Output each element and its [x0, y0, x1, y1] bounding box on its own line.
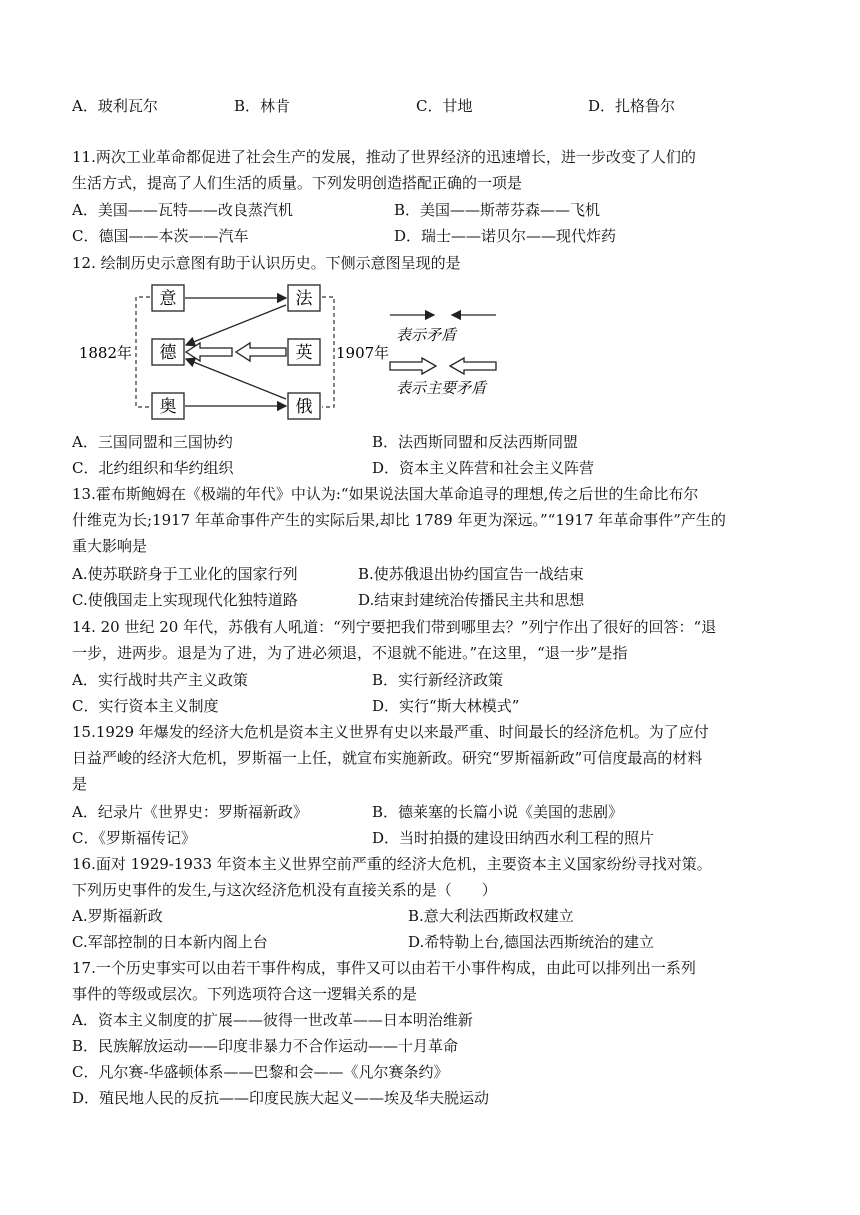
- arrow-russia-germany: [186, 359, 286, 399]
- box-label-britain: 英: [295, 343, 313, 363]
- q17-option-c: C．凡尔赛-华盛顿体系——巴黎和会——《凡尔赛条约》: [72, 1063, 449, 1081]
- box-label-germany: 德: [159, 343, 177, 363]
- alliance-diagram: [72, 283, 512, 423]
- q12-option-d: D．资本主义阵营和社会主义阵营: [372, 459, 595, 477]
- q10-option-d: D．扎格鲁尔: [588, 97, 676, 115]
- q15-option-b: B．德莱塞的长篇小说《美国的悲剧》: [372, 803, 624, 821]
- q14-option-b: B．实行新经济政策: [372, 671, 504, 689]
- q17-option-b: B．民族解放运动——印度非暴力不合作运动——十月革命: [72, 1037, 459, 1055]
- q13-stem-line-3: 重大影响是: [72, 537, 148, 555]
- hollow-arrow-to-germany: [186, 343, 232, 361]
- q15-option-c: C．《罗斯福传记》: [72, 829, 196, 847]
- right-bracket: [322, 297, 334, 407]
- q17-option-a: A．资本主义制度的扩展——彼得一世改革——日本明治维新: [72, 1011, 473, 1029]
- q12-stem: 12. 绘制历史示意图有助于认识历史。下侧示意图呈现的是: [72, 254, 461, 272]
- legend-main-label: 表示主要矛盾: [396, 379, 487, 397]
- q11-stem-line-2: 生活方式，提高了人们生活的质量。下列发明创造搭配正确的一项是: [72, 174, 523, 192]
- q16-stem-line-2: 下列历史事件的发生,与这次经济危机没有直接关系的是（ ）: [72, 881, 497, 899]
- q16-option-a: A.罗斯福新政: [72, 907, 163, 925]
- box-label-russia: 俄: [295, 397, 313, 417]
- q15-option-d: D．当时拍摄的建设田纳西水利工程的照片: [372, 829, 655, 847]
- hollow-arrow-to-britain: [236, 343, 286, 361]
- q14-stem-line-1: 14. 20 世纪 20 年代，苏俄有人吼道：“列宁要把我们带到哪里去？”列宁作出了很好的回答：“退: [72, 618, 717, 636]
- arrow-france-germany: [186, 305, 286, 345]
- left-bracket: [136, 297, 150, 407]
- q11-option-b: B．美国——斯蒂芬森——飞机: [394, 201, 601, 219]
- q12-option-a: A．三国同盟和三国协约: [72, 433, 233, 451]
- q12-option-b: B．法西斯同盟和反法西斯同盟: [372, 433, 579, 451]
- q16-stem-line-1: 16.面对 1929-1933 年资本主义世界空前严重的经济大危机，主要资本主义国家纷纷寻找对策。: [72, 855, 712, 873]
- q14-option-a: A．实行战时共产主义政策: [72, 671, 248, 689]
- q15-option-a: A．纪录片《世界史：罗斯福新政》: [72, 803, 308, 821]
- q13-stem-line-1: 13.霍布斯鲍姆在《极端的年代》中认为:“如果说法国大革命追寻的理想,传之后世的生命比布尔: [72, 485, 699, 503]
- q11-option-d: D．瑞士——诺贝尔——现代炸药: [394, 227, 617, 245]
- q15-stem-line-1: 15.1929 年爆发的经济大危机是资本主义世界有史以来最严重、时间最长的经济危机。为了应付: [72, 723, 709, 741]
- q10-option-c: C．甘地: [416, 97, 473, 115]
- q16-option-c: C.军部控制的日本新内阁上台: [72, 933, 268, 951]
- q13-option-c: C.使俄国走上实现现代化独特道路: [72, 591, 298, 609]
- q16-option-b: B.意大利法西斯政权建立: [408, 907, 574, 925]
- q10-option-a: A．玻利瓦尔: [72, 97, 158, 115]
- box-label-italy: 意: [159, 289, 177, 309]
- legend-hollow-arrow-right: [390, 358, 436, 374]
- q11-option-a: A．美国——瓦特——改良蒸汽机: [72, 201, 293, 219]
- q13-option-a: A.使苏联跻身于工业化的国家行列: [72, 565, 298, 583]
- q17-stem-line-2: 事件的等级或层次。下列选项符合这一逻辑关系的是: [72, 985, 418, 1003]
- box-label-france: 法: [295, 289, 313, 309]
- q13-option-d: D.结束封建统治传播民主共和思想: [358, 591, 585, 609]
- q16-option-d: D.希特勒上台,德国法西斯统治的建立: [408, 933, 655, 951]
- box-label-austria: 奥: [159, 397, 177, 417]
- q14-stem-line-2: 一步，进两步。退是为了进，为了进必须退，不退就不能进。”在这里，“退一步”是指: [72, 644, 628, 662]
- legend-contradiction-label: 表示矛盾: [396, 326, 457, 344]
- year-left: 1882年: [78, 344, 132, 362]
- q17-stem-line-1: 17.一个历史事实可以由若干事件构成，事件又可以由若干小事件构成，由此可以排列出一系列: [72, 959, 696, 977]
- q11-stem-line-1: 11.两次工业革命都促进了社会生产的发展，推动了世界经济的迅速增长，进一步改变了人们的: [72, 148, 696, 166]
- q14-option-c: C．实行资本主义制度: [72, 697, 219, 715]
- q11-option-c: C．德国——本茨——汽车: [72, 227, 249, 245]
- q10-option-b: B．林肯: [234, 97, 291, 115]
- year-right: 1907年: [336, 344, 390, 362]
- q17-option-d: D．殖民地人民的反抗——印度民族大起义——埃及华夫脱运动: [72, 1089, 490, 1107]
- q14-option-d: D．实行“斯大林模式”: [372, 697, 520, 715]
- q15-stem-line-2: 日益严峻的经济大危机，罗斯福一上任，就宣布实施新政。研究“罗斯福新政”可信度最高的材料: [72, 749, 703, 767]
- q15-stem-line-3: 是: [72, 775, 88, 793]
- q13-stem-line-2: 什维克为长;1917 年革命事件产生的实际后果,却比 1789 年更为深远。”“1917 年革命事件”产生的: [72, 511, 726, 529]
- q12-option-c: C．北约组织和华约组织: [72, 459, 234, 477]
- legend-hollow-arrow-left: [450, 358, 496, 374]
- q13-option-b: B.使苏俄退出协约国宣告一战结束: [358, 565, 584, 583]
